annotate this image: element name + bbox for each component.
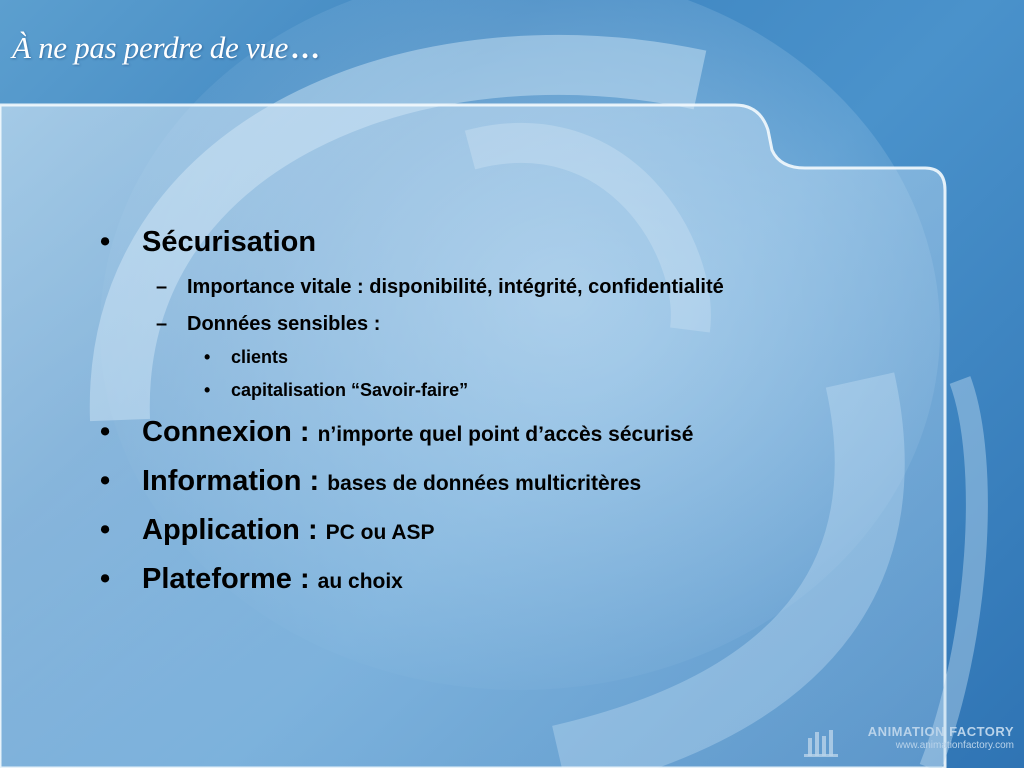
logo-brand: ANIMATION FACTORY [867,724,1014,739]
list-item-detail: bases de données multicritères [327,472,642,495]
sub-item-label: Importance vitale : disponibilité, intégrité, confidentialité [187,276,724,298]
list-item-text [142,416,693,449]
list-item-label: Plateforme : [142,563,318,595]
list-item-label: Sécurisation [142,226,317,258]
list-item-label: Connexion : [142,416,318,448]
title-ellipsis: … [290,32,323,65]
logo-url: www.animationfactory.com [895,740,1014,751]
slide-title [12,30,322,66]
sub-item-label: Données sensibles : [187,313,381,335]
bullet-marker: • [100,465,111,497]
list-item-text [142,465,641,498]
film-strip-icon [804,726,844,758]
dash-marker: – [156,313,168,335]
slide-title-text: À ne pas perdre de vue [12,30,289,65]
list-item-detail: n’importe quel point d’accès sécurisé [317,423,694,446]
list-item-label: Application : [142,514,326,546]
bullet-marker: • [100,514,111,546]
bullet-marker: • [100,416,111,448]
animation-factory-logo [804,724,1014,760]
bullet-marker: • [204,380,211,400]
list-item-text [142,563,403,596]
bullet-marker: • [100,226,111,258]
list-item-detail: PC ou ASP [325,521,435,544]
bullet-marker: • [100,563,111,595]
bullet-marker: • [204,347,211,367]
list-item-label: Information : [142,465,328,497]
sub-sub-item-label: clients [231,347,289,367]
list-item-text [142,514,435,547]
list-item-detail: au choix [317,570,403,593]
sub-sub-item-label: capitalisation “Savoir-faire” [231,380,469,400]
dash-marker: – [156,276,168,298]
